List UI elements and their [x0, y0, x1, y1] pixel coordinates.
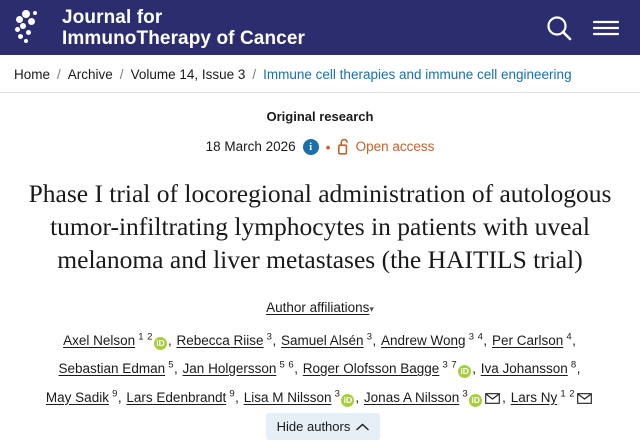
author-affiliation-superscript: 9 — [108, 388, 118, 399]
author-separator: , — [372, 332, 381, 348]
author-entry — [63, 333, 168, 348]
breadcrumb-separator: / — [252, 67, 257, 82]
author-entry — [244, 390, 356, 405]
author-affiliations-label: Author affiliations — [266, 300, 370, 315]
author-entry — [126, 390, 235, 405]
orcid-icon[interactable]: iD — [154, 337, 167, 350]
author-affiliation-superscript: 5 — [165, 359, 175, 371]
author-name[interactable]: Sebastian Edman — [58, 361, 166, 376]
article-type-label: Original research — [266, 109, 374, 124]
author-entry — [183, 361, 295, 376]
author-affiliation-superscript: 5 6 — [276, 359, 295, 371]
journal-title-line1: Journal for — [62, 6, 163, 28]
info-icon[interactable]: i — [303, 139, 319, 155]
author-affiliation-superscript: 8 — [567, 359, 577, 371]
author-separator: , — [502, 389, 510, 405]
email-icon[interactable] — [577, 393, 592, 404]
author-separator: , — [174, 361, 182, 376]
orcid-icon[interactable]: iD — [341, 394, 354, 407]
author-separator: , — [117, 389, 126, 405]
author-affiliation-superscript: 3 — [263, 331, 273, 342]
breadcrumb — [0, 55, 640, 93]
hide-authors-label: Hide authors — [276, 418, 351, 434]
chevron-up-icon — [356, 419, 369, 434]
author-name[interactable]: Iva Johansson — [480, 361, 568, 376]
article-meta-row — [14, 138, 626, 155]
article-header — [0, 109, 640, 440]
breadcrumb-separator: / — [119, 67, 124, 82]
author-name[interactable]: May Sadik — [45, 389, 109, 405]
journal-logo-icon[interactable] — [14, 8, 54, 48]
open-access-badge[interactable] — [338, 138, 435, 155]
open-access-label: Open access — [355, 139, 435, 154]
author-name[interactable]: Roger Olofsson Bagge — [302, 361, 440, 376]
author-separator: , — [235, 389, 243, 405]
search-icon[interactable] — [544, 13, 574, 43]
open-lock-icon — [338, 138, 351, 155]
author-separator: , — [472, 361, 480, 376]
author-separator: , — [355, 389, 363, 405]
author-name[interactable]: Jan Holgersson — [182, 361, 277, 376]
author-affiliation-superscript: 9 — [226, 388, 236, 399]
breadcrumb-item-1[interactable]: Home — [14, 67, 51, 82]
author-entry — [59, 361, 175, 376]
journal-title[interactable] — [62, 7, 305, 49]
author-name[interactable]: Lisa M Nilsson — [243, 389, 332, 405]
author-name[interactable]: Per Carlson — [491, 332, 564, 348]
author-entry — [364, 390, 502, 405]
breadcrumb-separator: / — [57, 67, 61, 82]
orcid-icon[interactable]: iD — [458, 365, 471, 378]
author-affiliation-superscript: 4 — [563, 331, 573, 342]
author-name[interactable]: Lars Ny — [510, 389, 558, 405]
author-name[interactable]: Jonas A Nilsson — [363, 389, 460, 405]
author-name[interactable]: Rebecca Riise — [176, 332, 264, 348]
author-entry — [511, 390, 594, 405]
author-affiliation-superscript: 3 4 — [465, 331, 484, 342]
chevron-down-icon: ▾ — [369, 304, 374, 314]
author-name[interactable]: Andrew Wong — [381, 332, 466, 348]
author-list — [14, 324, 626, 440]
author-entry — [46, 390, 118, 405]
author-entry — [492, 333, 572, 348]
author-affiliation-superscript: 1 2 — [557, 388, 576, 399]
author-name[interactable]: Samuel Alsén — [281, 332, 364, 348]
breadcrumb-item-3[interactable]: Volume 14, Issue 3 — [130, 67, 246, 82]
author-entry — [303, 361, 472, 376]
author-name[interactable]: Lars Edenbrandt — [126, 389, 227, 405]
author-separator: , — [572, 332, 576, 348]
page-title: Phase I trial of locoregional administration of autologous tumor-infiltrating lymphocytes in patients with uveal melanoma and liver metastases (the HAITILS trial) — [28, 179, 612, 274]
author-entry — [381, 333, 483, 348]
author-separator: , — [167, 332, 176, 348]
author-separator: , — [576, 361, 581, 376]
author-affiliation-superscript: 3 — [459, 388, 469, 399]
site-header — [0, 0, 640, 55]
author-affiliation-superscript: 3 7 — [439, 359, 458, 371]
author-separator: , — [483, 332, 491, 348]
journal-title-line2: ImmunoTherapy of Cancer — [62, 27, 306, 49]
breadcrumb-item-4[interactable]: Immune cell therapies and immune cell engineering — [263, 67, 572, 82]
author-entry — [481, 361, 577, 376]
meta-separator: • — [325, 138, 331, 155]
author-entry — [177, 333, 273, 348]
author-affiliation-superscript: 3 — [331, 388, 341, 399]
email-icon[interactable] — [485, 393, 500, 404]
author-affiliation-superscript: 1 2 — [135, 331, 153, 342]
orcid-icon[interactable]: iD — [469, 394, 482, 407]
publication-date: 18 March 2026 — [205, 139, 296, 154]
author-affiliations-toggle[interactable] — [14, 300, 626, 315]
author-affiliation-superscript: 3 — [363, 331, 373, 342]
breadcrumb-item-2[interactable]: Archive — [67, 67, 113, 82]
author-entry — [281, 333, 373, 348]
hide-authors-button[interactable] — [266, 413, 381, 440]
author-name[interactable]: Axel Nelson — [63, 332, 136, 348]
author-separator: , — [294, 361, 302, 376]
header-actions — [544, 13, 626, 43]
hamburger-menu-icon[interactable] — [592, 18, 620, 38]
author-separator: , — [272, 332, 280, 348]
